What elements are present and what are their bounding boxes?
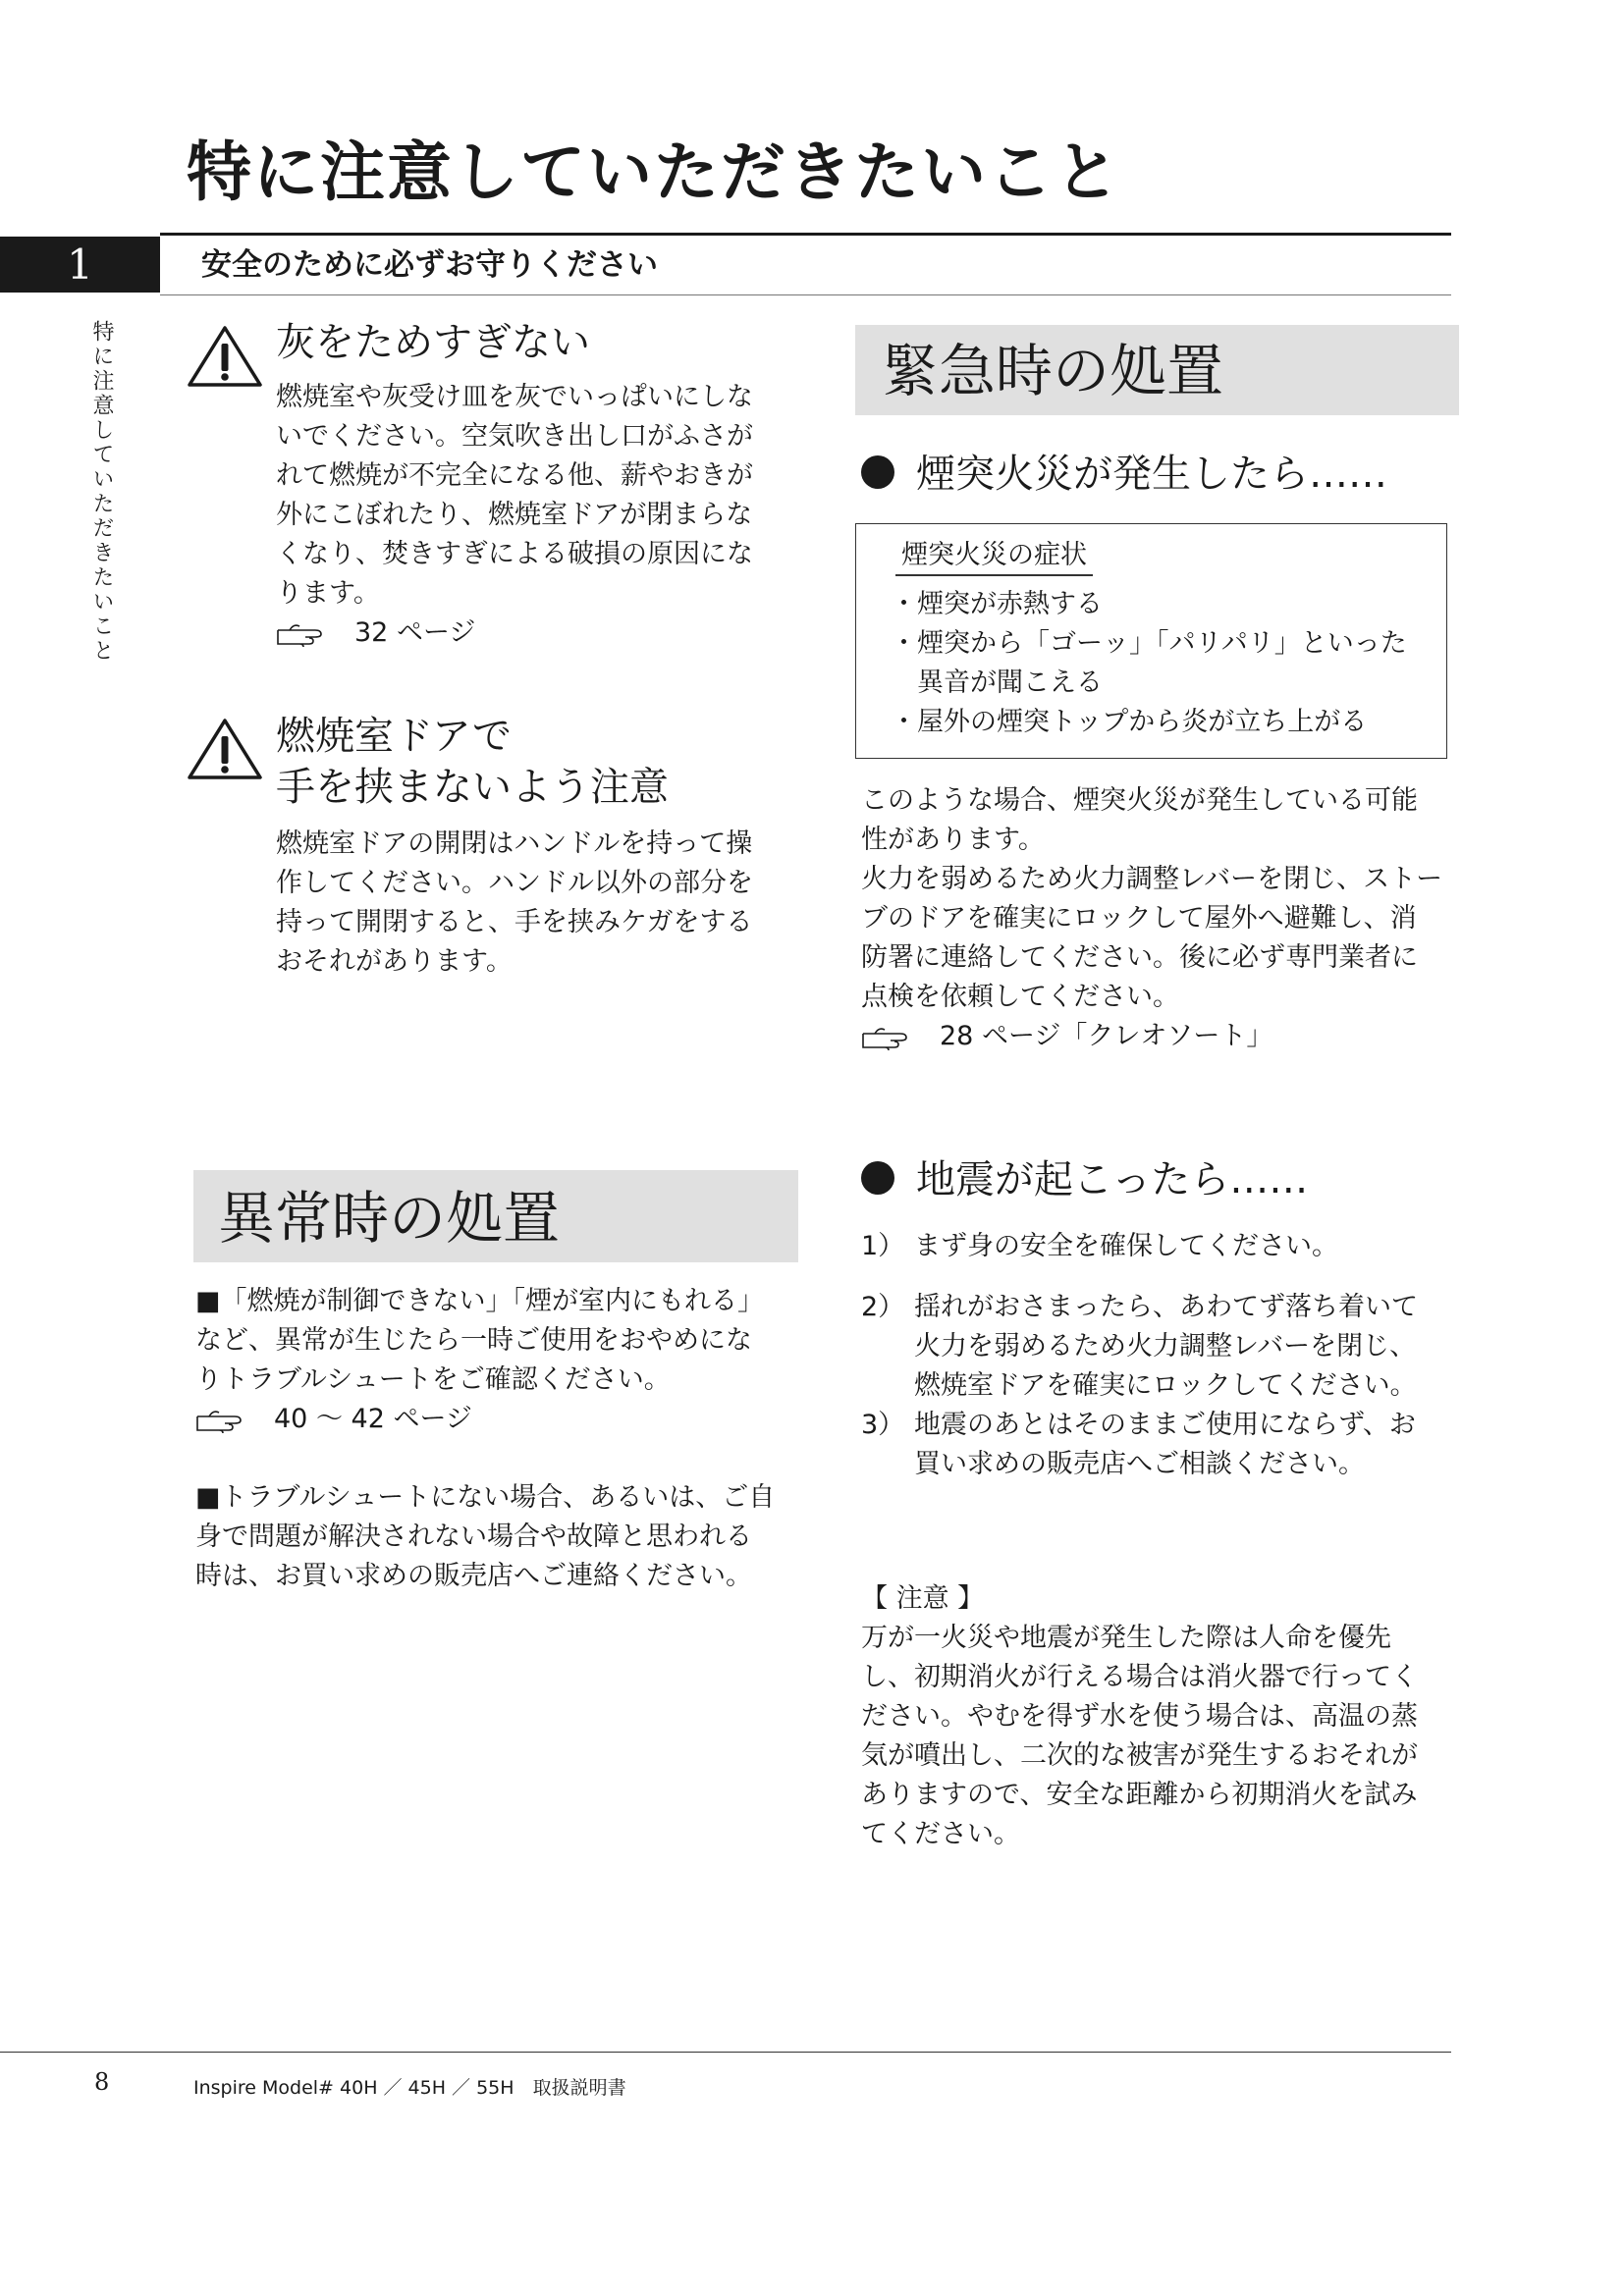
warning-icon-2 [187,717,263,785]
warning-icon-1 [187,324,263,393]
emergency-heading-bar [855,325,1459,415]
warning-body-2: 燃焼室ドアの開閉はハンドルを持って操 作してください。ハンドル以外の部分を 持って開閉すると、手を挟みケガをする おそれがあります。 [276,828,753,977]
earthquake-steps [861,1227,1460,1484]
abnormal-paragraph-1: ■「燃焼が制御できない」「煙が室内にもれる」 など、異常が生じたら一時ご使用をおやめにな りトラブルシュートをご確認ください。 40 〜 42 ページ [195,1282,804,1439]
caution-block: 【 注意 】 万が一火災や地震が発生した際は人命を優先 し、初期消火が行える場合は消火器で行ってく ださい。やむを得ず水を使う場合は、高温の蒸 気が噴出し、二次的な被害が発生するおそれが ありますので、安全な距離から初期消火を試み てください。 [861,1579,1460,1854]
page-number: 8 [94,2068,110,2096]
list-item: 異音が聞こえる [891,667,1103,698]
chapter-number: 1 [0,237,160,293]
symptoms-list [891,585,1440,742]
list-item: 2） 揺れがおさまったら、あわてず落ち着いて 火力を弱めるため火力調整レバーを閉じ、 燃焼室ドアを確実にロックしてください。 [861,1292,1418,1401]
symptoms-title: 煙突火災の症状 [895,540,1093,576]
bullet-dot-icon [861,1161,894,1195]
subtitle-rule [160,294,1451,295]
abnormal-paragraph-2: ■トラブルシュートにない場合、あるいは、ご自 身で問題が解決されない場合や故障と思われる 時は、お買い求めの販売店へご連絡ください。 [195,1482,776,1591]
list-item: 3） 地震のあとはそのままご使用にならず、お 買い求めの販売店へご相談ください。 [861,1410,1416,1479]
chapter-subtitle: 安全のために必ずお守りください [201,247,658,283]
list-item: ・煙突から「ゴーッ」「パリパリ」といった [891,628,1407,659]
warning-triangle-icon [187,717,263,781]
chimney-fire-body: このような場合、煙突火災が発生している可能 性があります。 火力を弱めるため火力調整レバーを閉じ、ストー ブのドアを確実にロックして屋外へ避難し、消 防署に連絡してください。後に必ず専門業者に 点検を依頼してください。 28 ページ「クレオソート」 [861,781,1460,1056]
page-reference: 28 ページ「クレオソート」 [861,1017,1460,1056]
page-reference: 32 ページ [276,614,796,653]
pointing-hand-icon [276,620,337,648]
list-item: ・煙突が赤熱する [891,589,1103,619]
warning-title-1: 灰をためすぎない [276,320,590,365]
footer-rule [0,2052,1451,2053]
list-item: ・屋外の煙突トップから炎が立ち上がる [891,707,1368,737]
warning-body-1: 燃焼室や灰受け皿を灰でいっぱいにしな いでください。空気吹き出し口がふさが れて燃焼が不完全になる他、薪やおきが 外にこぼれたり、燃焼室ドアが閉まらな くなり、焚きすぎによる破損の原因にな ります。 32 ページ [276,378,796,653]
footer-text: Inspire Model# 40H ／ 45H ／ 55H 取扱説明書 [193,2077,626,2099]
earthquake-heading: 地震が起こったら…… [861,1156,1308,1203]
page-title: 特に注意していただきたいこと [187,133,1121,210]
pointing-hand-icon [861,1024,922,1051]
warning-title-2: 燃焼室ドアで 手を挟まないよう注意 [276,714,669,810]
abnormal-heading-bar [193,1170,798,1262]
symptoms-box [855,523,1447,759]
page-reference: 40 〜 42 ページ [195,1400,804,1439]
pointing-hand-icon [195,1407,256,1434]
emergency-heading: 緊急時の処置 [882,338,1224,404]
warning-triangle-icon [187,324,263,389]
chimney-fire-heading: 煙突火災が発生したら…… [861,451,1387,498]
caution-title: 【 注意 】 [861,1583,985,1614]
vertical-chapter-label: 特に注意していただきたいこと [89,320,114,664]
bullet-dot-icon [861,455,894,489]
title-rule [160,233,1451,236]
abnormal-heading: 異常時の処置 [218,1185,561,1252]
list-item: 1） まず身の安全を確保してください。 [861,1231,1338,1261]
